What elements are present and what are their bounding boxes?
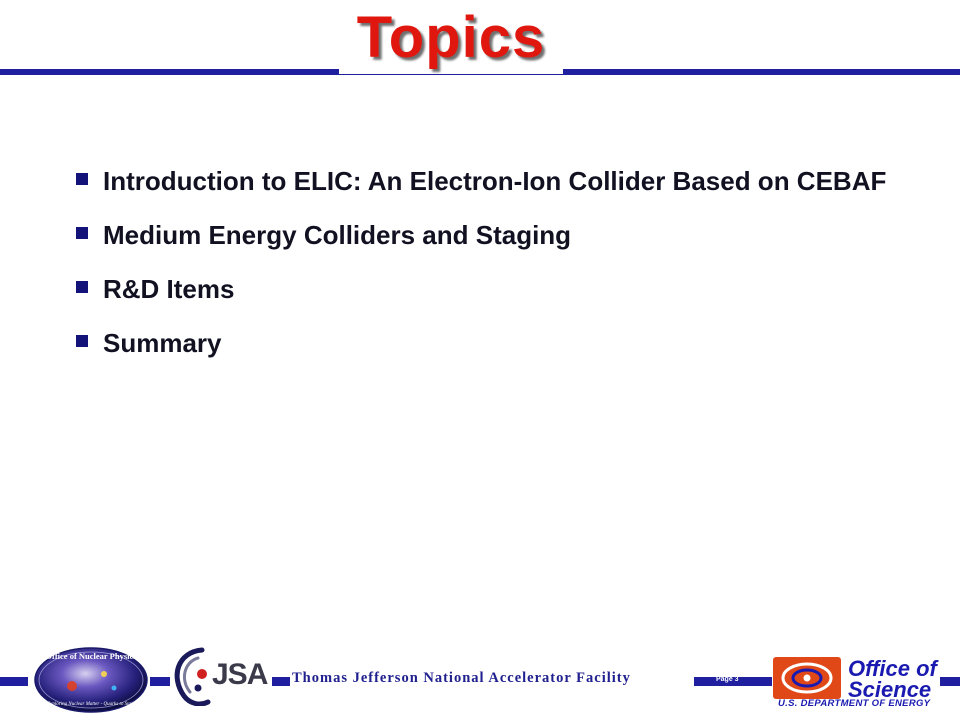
- footer-line-mid: [272, 677, 290, 686]
- square-bullet-icon: [76, 173, 88, 185]
- jsa-logo: [168, 646, 274, 706]
- office-of-science-logo-mark: [772, 656, 842, 700]
- topic-item: [72, 154, 892, 208]
- nuclear-physics-logo-name: Office of Nuclear Physics: [45, 651, 137, 661]
- topic-item: [72, 262, 892, 316]
- square-bullet-icon: [76, 335, 88, 347]
- footer-line-left: [0, 677, 28, 686]
- square-bullet-icon: [76, 281, 88, 293]
- slide-title-wrapper: [0, 2, 960, 74]
- topic-text: Introduction to ELIC: An Electron-Ion Collider Based on CEBAF: [103, 166, 887, 196]
- topic-item: [72, 316, 892, 370]
- nuclear-physics-logo-tagline: Exploring Nuclear Matter - Quarks to Stars: [47, 702, 135, 707]
- footer-line-mid-left: [150, 677, 170, 686]
- square-bullet-icon: [76, 227, 88, 239]
- topic-item: [72, 208, 892, 262]
- topic-text: Medium Energy Colliders and Staging: [103, 220, 572, 250]
- topic-text: Summary: [103, 328, 222, 358]
- slide-title: Topics: [339, 2, 564, 74]
- footer-line-far-right: [940, 677, 960, 686]
- topic-text: R&D Items: [103, 274, 235, 304]
- jsa-logo-text: JSA: [212, 658, 268, 691]
- nuclear-physics-logo: [32, 644, 150, 714]
- office-of-science-line2: Science: [848, 677, 932, 702]
- page-number: Page 3: [716, 676, 739, 683]
- facility-name: Thomas Jefferson National Accelerator Facility: [292, 670, 631, 686]
- topic-list: [72, 154, 892, 370]
- office-of-science-line3: U.S. DEPARTMENT OF ENERGY: [778, 698, 931, 709]
- office-of-science-line1: Office of: [848, 656, 937, 681]
